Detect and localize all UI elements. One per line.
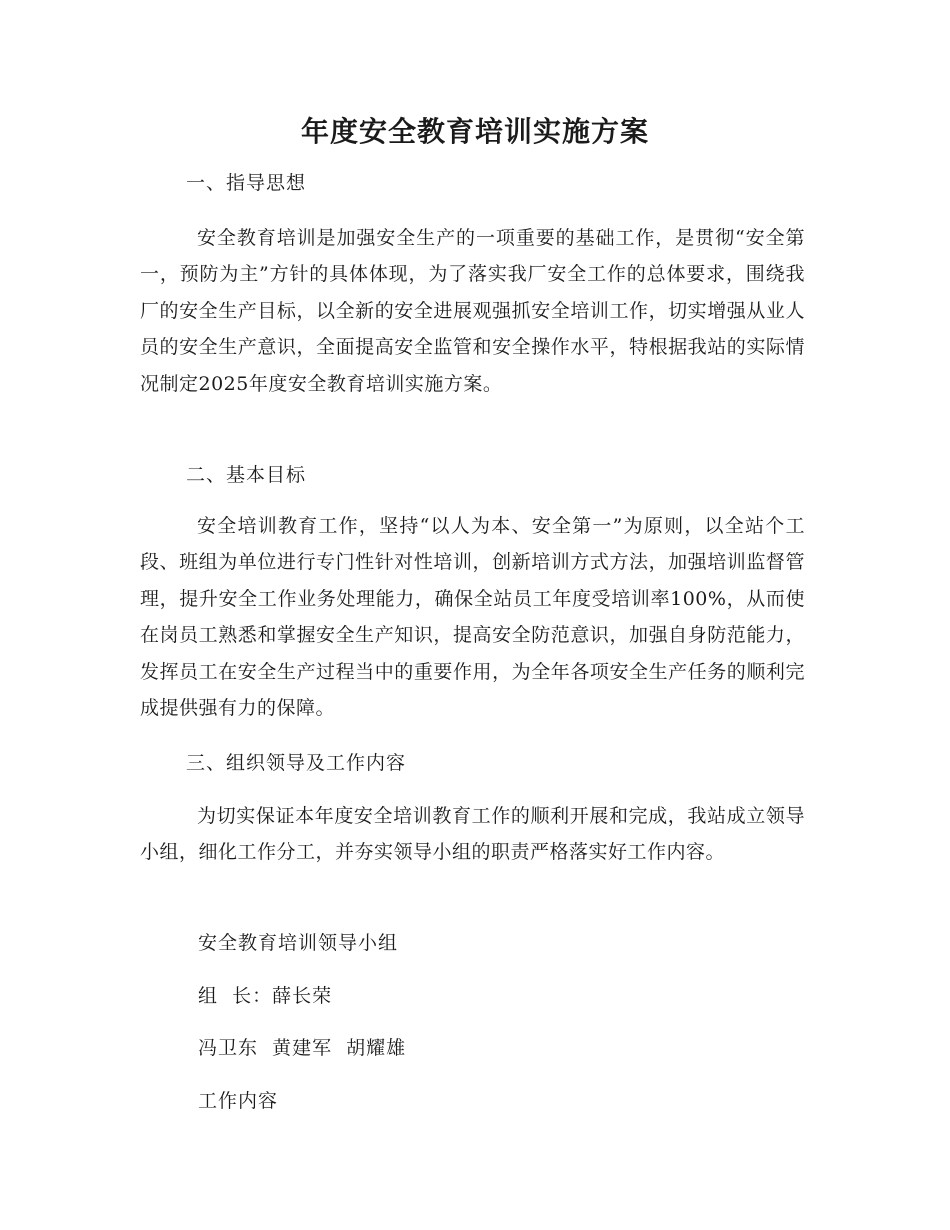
work-content-heading: 工作内容 — [198, 1090, 279, 1112]
section-paragraph-guiding-ideology: 安全教育培训是加强安全生产的一项重要的基础工作，是贯彻“安全第一，预防为主”方针的具体体现，为了落实我厂安全工作的总体要求，围绕我厂的安全生产目标，以全新的安全进展观强抓安全培训工作，切实增强从业人员的安全生产意识，全面提高安全监管和安全操作水平，特根据我站的实际情况制定2025年度安全教育培训实施方案。 — [140, 227, 805, 395]
group-members-line: 冯卫东 黄建军 胡耀雄 — [198, 1037, 407, 1059]
group-leader-line: 组 长：薛长荣 — [198, 985, 333, 1007]
section-paragraph-basic-goals: 安全培训教育工作，坚持“以人为本、安全第一”为原则，以全站个工段、班组为单位进行专门性针对性培训，创新培训方式方法，加强培训监督管理，提升安全工作业务处理能力，确保全站员工年度受培训率100%，从而使在岗员工熟悉和掌握安全生产知识，提高安全防范意识，加强自身防范能力，发挥员工在安全生产过程当中的重要作用，为全年各项安全生产任务的顺利完成提供强有力的保障。 — [140, 515, 805, 720]
section-heading-basic-goals: 二、基本目标 — [186, 464, 307, 486]
section-heading-organization: 三、组织领导及工作内容 — [186, 752, 407, 774]
section-paragraph-organization: 为切实保证本年度安全培训教育工作的顺利开展和完成，我站成立领导小组，细化工作分工，并夯实领导小组的职责严格落实好工作内容。 — [140, 805, 805, 864]
section-heading-guiding-ideology: 一、指导思想 — [186, 172, 307, 194]
leading-group-title: 安全教育培训领导小组 — [198, 932, 399, 954]
document-title: 年度安全教育培训实施方案 — [300, 115, 649, 148]
